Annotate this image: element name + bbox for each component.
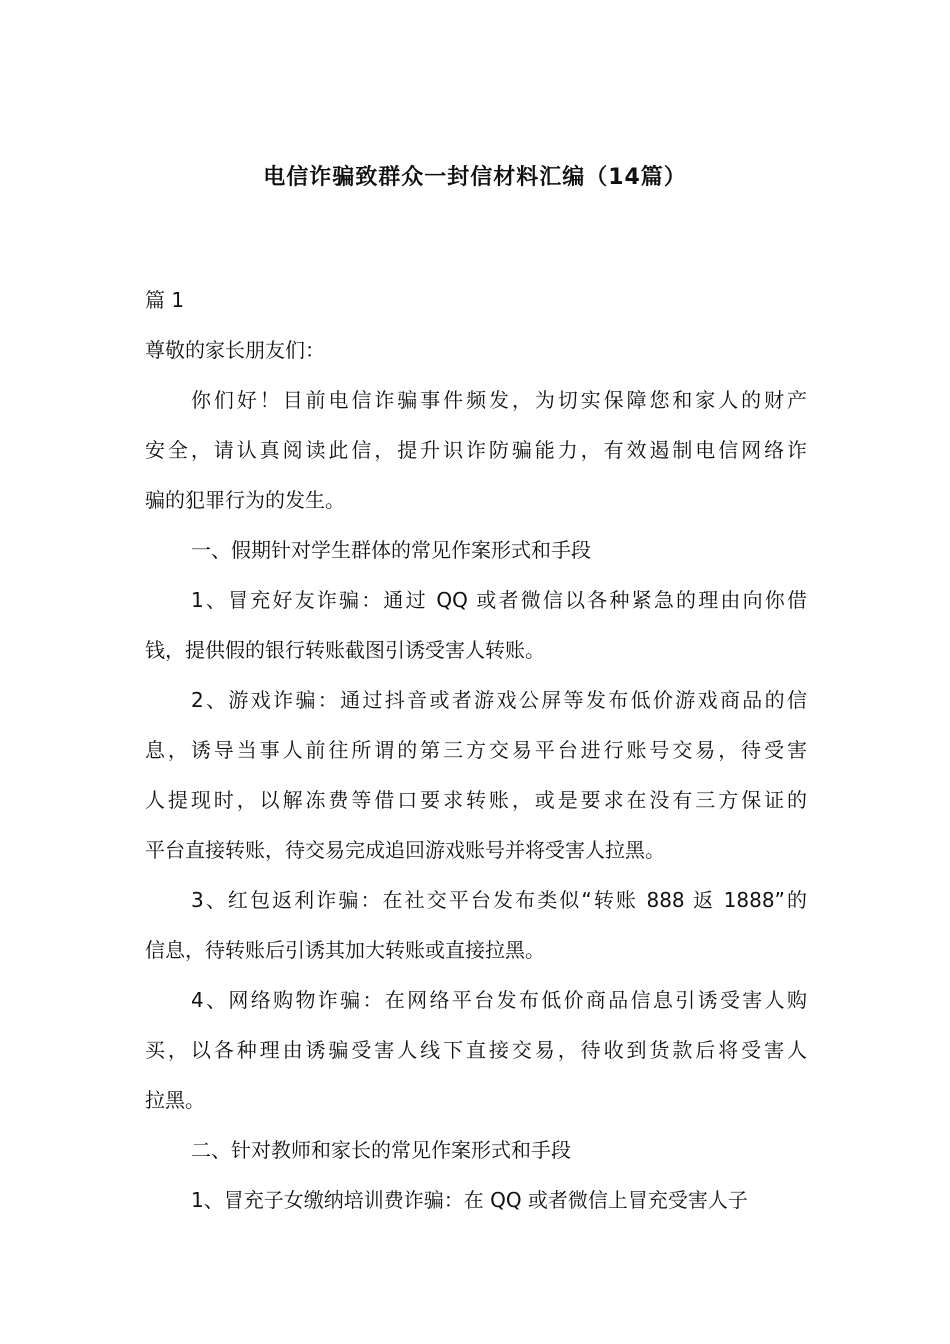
paragraph xyxy=(145,282,807,332)
text-line: 二、针对教师和家长的常见作案形式和手段 xyxy=(191,1138,571,1162)
text-line: 2、游戏诈骗：通过抖音或者游戏公屏等发布低价游戏商品的信 xyxy=(191,688,807,712)
document-body xyxy=(145,282,807,1232)
text-line: 1、冒充子女缴纳培训费诈骗：在 QQ 或者微信上冒充受害人子 xyxy=(191,1188,748,1212)
text-line: 1、冒充好友诈骗：通过 QQ 或者微信以各种紧急的理由向你借 xyxy=(191,588,807,612)
text-line: 息，诱导当事人前往所谓的第三方交易平台进行账号交易，待受害 xyxy=(145,738,807,762)
text-line: 篇 1 xyxy=(145,288,185,312)
text-line: 拉黑。 xyxy=(145,1088,205,1112)
text-line: 买，以各种理由诱骗受害人线下直接交易，待收到货款后将受害人 xyxy=(145,1038,807,1062)
text-line: 尊敬的家长朋友们： xyxy=(145,338,325,362)
text-line: 信息，待转账后引诱其加大转账或直接拉黑。 xyxy=(145,938,545,962)
paragraph xyxy=(145,682,807,882)
paragraph xyxy=(145,1182,807,1232)
paragraph xyxy=(145,882,807,982)
paragraph xyxy=(145,332,807,382)
text-line: 4、网络购物诈骗：在网络平台发布低价商品信息引诱受害人购 xyxy=(191,988,807,1012)
text-line: 骗的犯罪行为的发生。 xyxy=(145,488,345,512)
paragraph xyxy=(145,582,807,682)
document-title: 电信诈骗致群众一封信材料汇编（14篇） xyxy=(263,165,687,190)
text-line: 你们好！目前电信诈骗事件频发，为切实保障您和家人的财产 xyxy=(191,388,807,412)
text-line: 安全，请认真阅读此信，提升识诈防骗能力，有效遏制电信网络诈 xyxy=(145,438,807,462)
paragraph xyxy=(145,982,807,1132)
paragraph xyxy=(145,532,807,582)
text-line: 一、假期针对学生群体的常见作案形式和手段 xyxy=(191,538,591,562)
text-line: 平台直接转账，待交易完成追回游戏账号并将受害人拉黑。 xyxy=(145,838,665,862)
paragraph xyxy=(145,382,807,532)
text-line: 钱，提供假的银行转账截图引诱受害人转账。 xyxy=(145,638,545,662)
text-line: 3、红包返利诈骗：在社交平台发布类似“转账 888 返 1888”的 xyxy=(191,888,807,912)
paragraph xyxy=(145,1132,807,1182)
text-line: 人提现时，以解冻费等借口要求转账，或是要求在没有三方保证的 xyxy=(145,788,807,812)
